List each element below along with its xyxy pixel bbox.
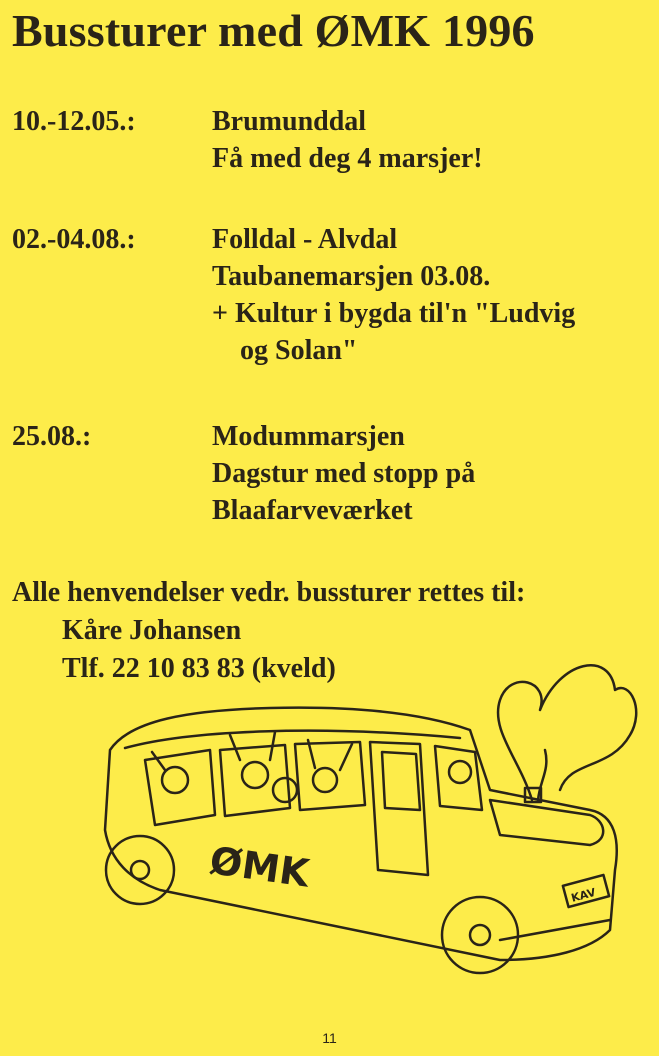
event-description [212, 221, 575, 369]
event-line: Taubanemarsjen 03.08. [212, 261, 491, 292]
event-line: + Kultur i bygda til'n "Ludvig [212, 298, 576, 329]
event-line: og Solan" [240, 335, 358, 366]
bus-label: ØMK [207, 838, 312, 896]
event-line: Få med deg 4 marsjer! [212, 143, 483, 174]
steam-icon [498, 665, 636, 800]
event-line: Brumunddal [212, 106, 367, 137]
bus-plate: KAV [569, 885, 598, 905]
event-date: 10.-12.05.: [12, 106, 136, 137]
event-line: Folldal - Alvdal [212, 224, 398, 255]
event-description [212, 418, 475, 529]
contact-heading: Alle henvendelser vedr. bussturer rettes til: [12, 577, 526, 608]
event-date: 02.-04.08.: [12, 224, 136, 255]
bus-illustration [70, 640, 650, 1020]
page-title: Bussturer med ØMK 1996 [12, 5, 535, 56]
contact-phone: Tlf. 22 10 83 83 (kveld) [62, 653, 336, 684]
page-number: 11 [322, 1030, 337, 1046]
event-line: Dagstur med stopp på [212, 458, 476, 489]
event-line: Blaafarveværket [212, 495, 413, 526]
contact-name: Kåre Johansen [62, 615, 242, 646]
event-date: 25.08.: [12, 421, 92, 452]
event-description [212, 103, 483, 177]
event-line: Modummarsjen [212, 421, 405, 452]
